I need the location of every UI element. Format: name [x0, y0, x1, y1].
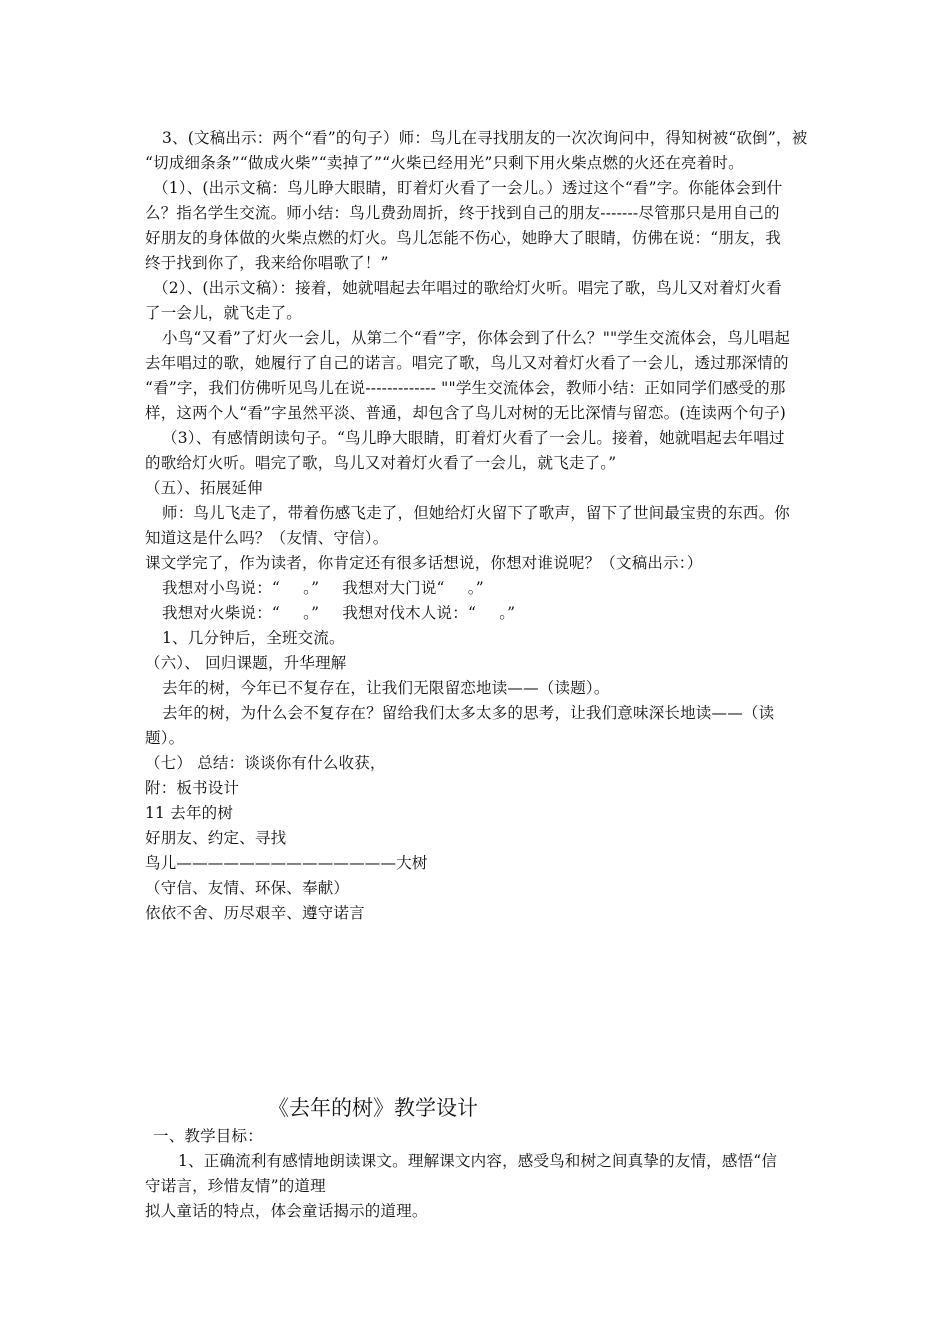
text-line: （2）、(出示文稿）：接着，她就唱起去年唱过的歌给灯火听。唱完了歌，鸟儿又对着灯火看 — [153, 279, 782, 297]
text-line: 拟人童话的特点，体会童话揭示的道理。 — [145, 1202, 428, 1220]
text-line: 题）。 — [145, 729, 185, 747]
text-line: （3）、有感情朗读句子。“鸟儿睁大眼睛，盯着灯火看了一会儿。接着，她就唱起去年唱过 — [162, 429, 785, 447]
text-line: 鸟儿——————————————大树 — [145, 854, 428, 872]
text-line: 去年的树，为什么会不复存在？留给我们太多太多的思考，让我们意味深长地读——（读 — [162, 704, 775, 722]
section-heading: （六）、 回归课题，升华理解 — [145, 654, 347, 672]
section-heading: （五）、拓展延伸 — [145, 479, 263, 497]
text-line: 么？指名学生交流。师小结：鸟儿费劲周折，终于找到自己的朋友-------尽管那只是用自己的 — [145, 204, 780, 222]
text-line: 依依不舍、历尽艰辛、遵守诺言 — [145, 904, 365, 922]
text-line: 1、正确流利有感情地朗读课文。理解课文内容，感受鸟和树之间真挚的友情，感悟“信 — [178, 1152, 778, 1170]
text-line: 师：鸟儿飞走了，带着伤感飞走了，但她给灯火留下了歌声，留下了世间最宝贵的东西。你 — [162, 504, 791, 522]
text-line: 的歌给灯火听。唱完了歌，鸟儿又对着灯火看了一会儿，就飞走了。” — [145, 454, 617, 472]
document-title: 《去年的树》教学设计 — [268, 1096, 478, 1120]
text-line: 3、(文稿出示：两个“看”的句子）师：鸟儿在寻找朋友的一次次询问中，得知树被“砍倒”，被 — [162, 129, 808, 147]
text-line: 守诺言，珍惜友情”的道理 — [145, 1177, 326, 1195]
text-line: （1）、(出示文稿：鸟儿睁大眼睛，盯着灯火看了一会儿。）透过这个“看”字。你能体会到什 — [153, 179, 783, 197]
text-line: （守信、友情、环保、奉献） — [145, 879, 350, 897]
text-line: 知道这是什么吗？（友情、守信）。 — [145, 529, 389, 547]
text-line: 好朋友、约定、寻找 — [145, 829, 287, 847]
text-line: 课文学完了，作为读者，你肯定还有很多话想说，你想对谁说呢？（文稿出示：） — [145, 554, 703, 572]
text-line: 11 去年的树 — [145, 804, 234, 822]
text-line: “切成细条条”“做成火柴”“卖掉了”“火柴已经用光”只剩下用火柴点燃的火还在亮着时。 — [145, 154, 744, 172]
text-line: 1、几分钟后，全班交流。 — [162, 629, 345, 647]
text-line: 样，这两个人“看”字虽然平淡、普通，却包含了鸟儿对树的无比深情与留恋。(连读两个句子) — [145, 404, 787, 422]
text-line: 小鸟“又看”了灯火一会儿，从第二个“看”字，你体会到了什么？""学生交流体会，鸟儿唱起 — [162, 329, 791, 347]
text-line: 我想对小鸟说：“ 。” 我想对大门说“ 。” — [162, 579, 484, 597]
text-line: 了一会儿，就飞走了。 — [145, 304, 303, 322]
text-line: 我想对火柴说：“ 。” 我想对伐木人说：“ 。” — [162, 604, 516, 622]
text-line: 好朋友的身体做的火柴点燃的灯火。鸟儿怎能不伤心，她睁大了眼睛，仿佛在说：“朋友，我 — [145, 229, 782, 247]
section-heading: （七） 总结：谈谈你有什么收获， — [145, 754, 386, 772]
text-line: 终于找到你了，我来给你唱歌了！” — [145, 254, 389, 272]
text-line: “看”字，我们仿佛听见鸟儿在说------------- ""学生交流体会，教师小结：正如同学们感受的那 — [145, 379, 786, 397]
text-line: 附：板书设计 — [145, 779, 240, 797]
text-line: 去年唱过的歌，她履行了自己的诺言。唱完了歌，鸟儿又对着灯火看了一会儿，透过那深情的 — [145, 354, 789, 372]
section-heading: 一、教学目标： — [153, 1127, 263, 1145]
text-line: 去年的树，今年已不复存在，让我们无限留恋地读——（读题）。 — [162, 679, 610, 697]
